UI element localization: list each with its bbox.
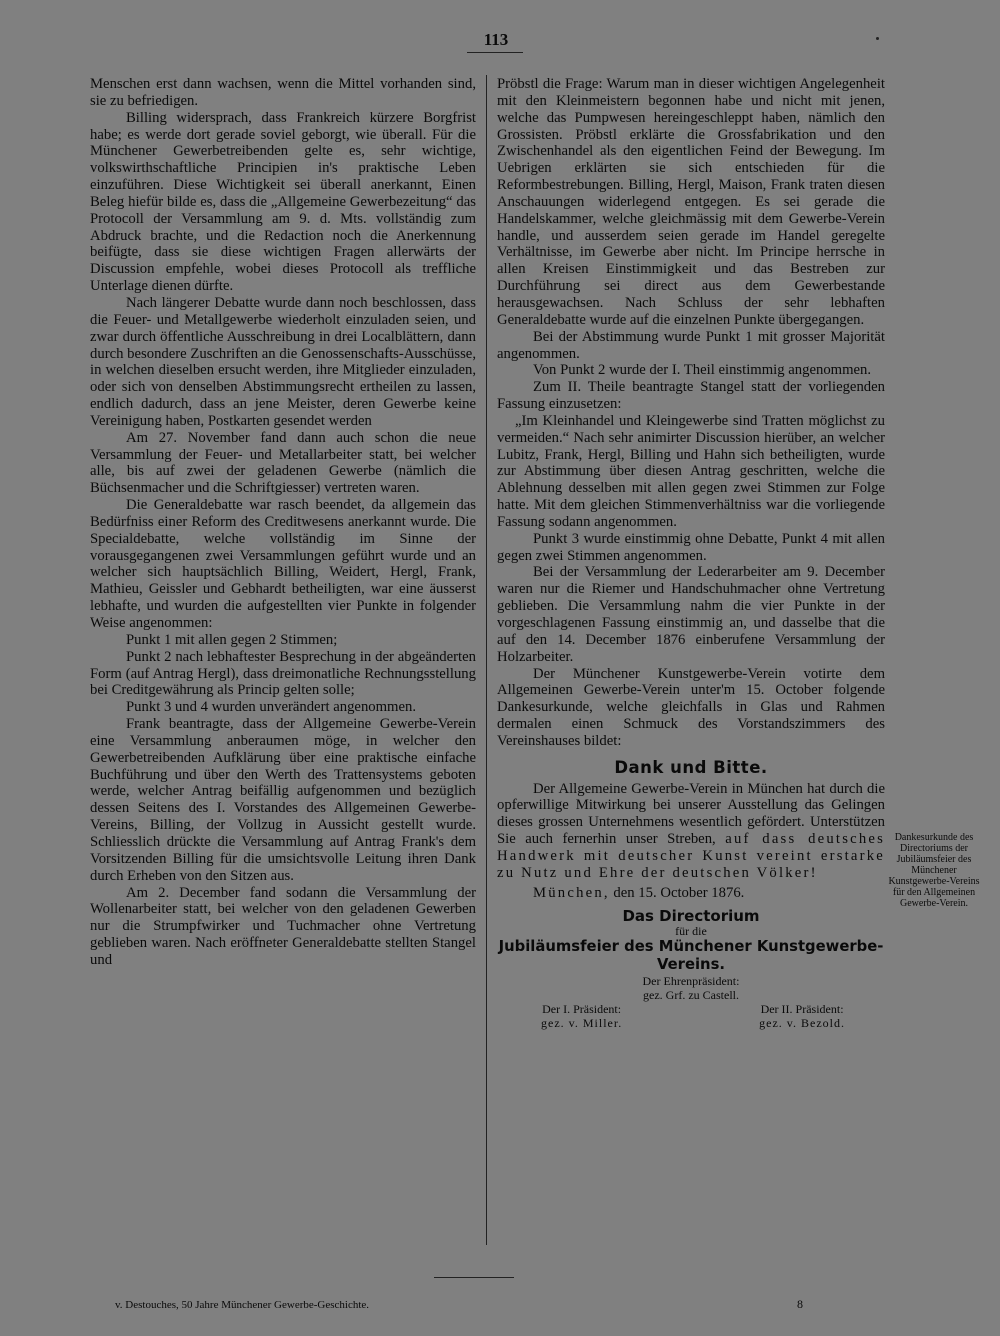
second-president-title: Der II. Präsident: — [760, 1002, 844, 1017]
paragraph: „Im Kleinhandel und Kleingewerbe sind Tratten möglichst zu vermeiden.“ Nach sehr animirter Discussion hierüber, an welcher Lubitz, Frank, Hergl, Billing und Hahn sich betheiligten, wurde zur Abstimmung über diesen Antrag geschritten, welche die Ablehnung desselben mit allen gegen zwei Stimmen zur Folge hatte. Mit dem gleichen Stimmenverhältniss war die vorliegende Fassung sodann angenommen. — [497, 412, 885, 530]
signature-presidents — [497, 1002, 885, 1030]
signature-honorary-name: gez. Grf. zu Castell. — [643, 988, 739, 1003]
page-number: 113 — [483, 30, 509, 49]
paragraph: Der Münchener Kunstgewerbe-Verein votirte dem Allgemeinen Gewerbe-Verein unter'm 15. October folgende Dankesurkunde, welche gleichfalls in Glas und Rahmen dermalen einen Schmuck des Vorstandszimmers des Vereinshauses bildet: — [497, 665, 885, 749]
letter-body-text: Der Allgemeine Gewerbe-Verein in München hat durch die opferwillige Mitwirkung bei unserer Ausstellung das Gelingen dieses grossen Unternehmens wesentlich gefördert. Unterstützen Sie auch fernerhin unser Streben, — [497, 780, 885, 848]
paragraph: Menschen erst dann wachsen, wenn die Mittel vorhanden sind, sie zu befriedigen. — [90, 76, 476, 109]
letter-heading: Dank und Bitte. — [614, 757, 768, 777]
letter-body — [497, 781, 885, 882]
signature-title: Das Directorium — [622, 906, 760, 925]
footer-rule — [434, 1277, 514, 1278]
left-column — [90, 76, 476, 969]
paragraph: Pröbstl die Frage: Warum man in dieser wichtigen Angelegenheit mit den Kleinmeistern begonnen habe und nicht mit jenen, welche das Pumpwesen hereingeschleppt haben, nämlich den Grossisten. Pröbstl erklärte die Grossfabrikation und den Zwischenhandel als den eigentlichen Feind der Bewegung. Im Uebrigen erklärten sie sich entschieden für die Reformbestrebungen. Billing, Hergl, Maison, Frank traten diesen Anschauungen widerlegend entgegen. Es sei gerade die Handelskammer, welche gleichmässig mit dem Gewerbe-Verein handle, und ausserdem seien gerade im Handel geregelte Verhältnisse, im Gewerbe aber nicht. Im Principe herrsche in allen Kreisen Einstimmigkeit und das Bestreben zur Durchführung sei direct aus dem Gewerbestande herausgewachsen. Nach Schluss der sehr lebhaften Generaldebatte wurde auf die einzelnen Punkte übergegangen. — [497, 76, 885, 328]
margin-note: Dankesurkunde des Directoriums der Jubiläumsfeier des Münchener Kunstgewerbe-Vereins für den Allgemeinen Gewerbe-Verein. — [888, 832, 980, 909]
paragraph: Bei der Abstimmung wurde Punkt 1 mit grosser Majorität angenommen. — [497, 328, 885, 362]
paragraph: Am 27. November fand dann auch schon die neue Versammlung der Feuer- und Metallarbeiter statt, bei welcher alle, bis auf zwei der geladenen Gewerbe (nämlich die Büchsenmacher und die Schriftgiesser) vertreten waren. — [90, 429, 476, 497]
signature-organization: Jubiläumsfeier des Münchener Kunstgewerbe-Vereins. — [498, 938, 884, 974]
second-president — [759, 1002, 845, 1030]
footer-source: v. Destouches, 50 Jahre Münchener Gewerbe-Geschichte. — [115, 1299, 370, 1311]
paragraph: Frank beantragte, dass der Allgemeine Gewerbe-Verein eine Versammlung anberaumen möge, in welcher den Gewerbetreibenden Aufklärung über eine praktische einfache Buchführung und über den Werth des Trattensystems geboten werde, welcher Antrag beifällig aufgenommen und bezüglich dessen Seitens des I. Vorstandes des Allgemeinen Gewerbe-Vereins, Billing, der Vollzug in Aussicht gestellt wurde. Schliesslich drückte die Versammlung auf Antrag Frank's dem Vorsitzenden Billing für die umsichtsvolle Leitung ihren Dank durch Erheben von den Sitzen aus. — [90, 716, 476, 884]
column-divider — [486, 75, 487, 1245]
first-president-title: Der I. Präsident: — [542, 1002, 622, 1017]
paragraph: Punkt 3 und 4 wurden unverändert angenommen. — [126, 699, 417, 716]
paragraph: Punkt 1 mit allen gegen 2 Stimmen; — [126, 631, 338, 648]
first-president-name: gez. v. Miller. — [541, 1016, 623, 1031]
header-rule — [467, 52, 523, 53]
signature-honorary-title: Der Ehrenpräsident: — [642, 974, 740, 989]
right-column — [497, 76, 885, 1030]
paragraph: Von Punkt 2 wurde der I. Theil einstimmig angenommen. — [533, 362, 872, 379]
paragraph: Nach längerer Debatte wurde dann noch beschlossen, dass die Feuer- und Metallgewerbe wiederholt einzuladen seien, und zwar durch öffentliche Ausschreibung in drei Localblättern, dann durch besondere Zuschriften an die Genossenschafts-Ausschüsse, in welchen dieselben ersucht werden, ihre Mitglieder einzuladen, oder sich von denselben Abstimmungsrecht ertheilen zu lassen, endlich dadurch, dass an jene Meister, deren Gewerbe keine Vereinigung haben, Postkarten gesendet werden — [90, 294, 476, 429]
second-president-name: gez. v. Bezold. — [759, 1016, 845, 1031]
paragraph: Am 2. December fand sodann die Versammlung der Wollenarbeiter statt, bei welcher von den geladenen Gewerben nur die Strumpfwirker und Tuchmacher ohne Vertretung geblieben waren. Nach eröffneter Generaldebatte stellten Stangel und — [90, 884, 476, 968]
letter-date-place: München, — [533, 884, 610, 901]
footer-signature-mark: 8 — [797, 1297, 803, 1311]
letter-emphasis: auf dass deutsches Handwerk mit deutscher Kunst vereint erstarke zu Nutz und Ehre der deutschen Völker! — [497, 831, 886, 881]
paragraph: Die Generaldebatte war rasch beendet, da allgemein das Bedürfniss einer Reform des Creditwesens anerkannt wurde. Die Specialdebatte, welche vollständig im Sinne der vorausgegangenen zwei Versammlungen geführt wurde und an welcher sich hauptsächlich Billing, Weidert, Hergl, Frank, Mathieu, Geissler und Gebhardt betheiligten, war eine äusserst lebhafte, und wurden die aufgestellten vier Punkte in folgender Weise angenommen: — [90, 497, 476, 631]
header-dot — [876, 37, 879, 40]
letter-date — [497, 885, 885, 902]
paragraph: Zum II. Theile beantragte Stangel statt der vorliegenden Fassung einzusetzen: — [497, 379, 885, 413]
signature-fuer: für die — [675, 924, 707, 939]
paragraph: Bei der Versammlung der Lederarbeiter am 9. December waren nur die Riemer und Handschuhmacher ohne Vertretung geblieben. Die Versammlung nahm die vier Punkte in der vorgeschlagenen Fassung einstimmig an, und dasselbe that die auf den 14. December 1876 einberufene Versammlung der Holzarbeiter. — [497, 564, 885, 665]
first-president — [541, 1002, 622, 1030]
paragraph: Punkt 2 nach lebhaftester Besprechung in der abgeänderten Form (auf Antrag Hergl), dass dreimonatliche Rechnungsstellung bei Creditgewährung als Princip gelten solle; — [90, 648, 476, 699]
letter-date-text: den 15. October 1876. — [613, 884, 745, 901]
paragraph: Billing widersprach, dass Frankreich kürzere Borgfrist habe; es werde dort gerade soviel geborgt, wie überall. Für die Münchener Gewerbetreibenden gelte es, sehr wichtige, volkswirthschaftliche Principien in's praktische Leben einzuführen. Diese Wichtigkeit sei überall anerkannt, Einen Beleg hiefür bilde es, dass die „Allgemeine Gewerbezeitung“ das Protocoll der Versammlung am 9. d. Mts. vollständig zum Abdruck brachte, und die Redaction noch die Anerkennung beifügte, dass sie diese wichtigen Fragen allerwärts der Discussion empfehle, wobei dieses Protocoll als treffliche Unterlage dienen dürfte. — [90, 109, 476, 295]
paragraph: Punkt 3 wurde einstimmig ohne Debatte, Punkt 4 mit allen gegen zwei Stimmen angenommen. — [497, 530, 885, 564]
